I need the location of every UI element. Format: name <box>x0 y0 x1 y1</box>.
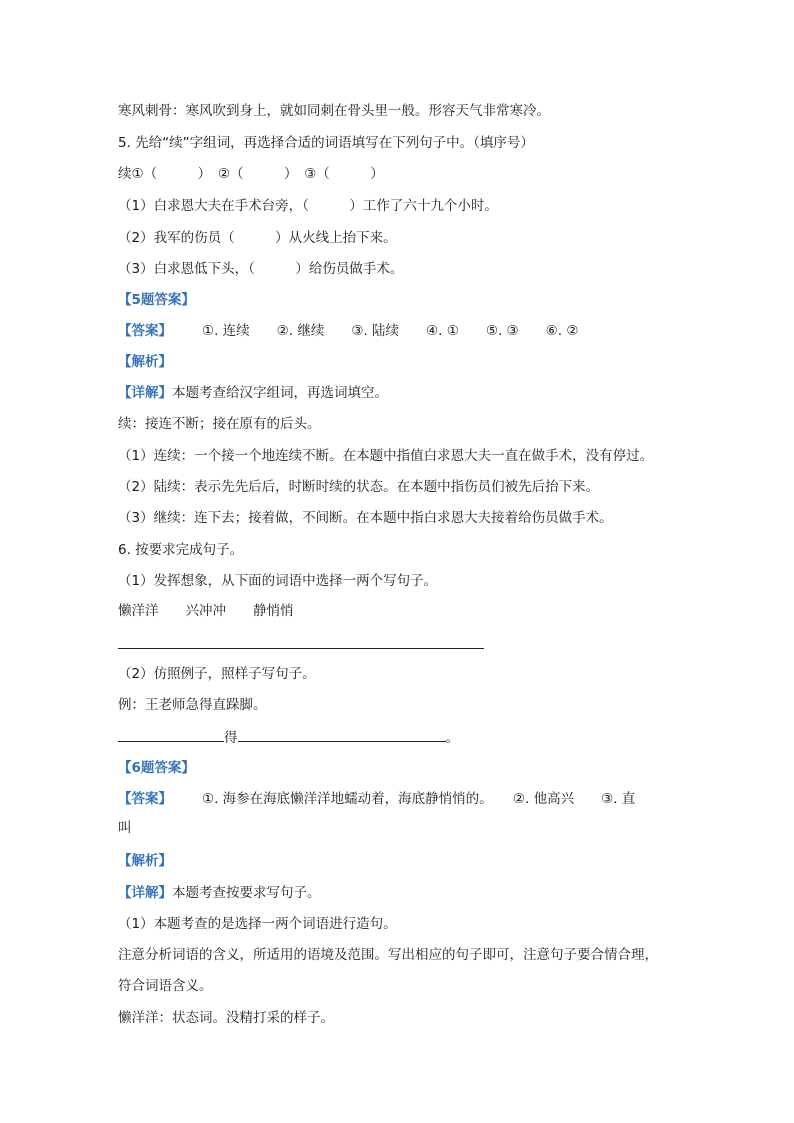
answer-label: 【答案】 <box>118 323 172 339</box>
question-5-explanation-1: （1）连续：一个接一个地连续不断。在本题中指值白求恩大夫一直在做手术，没有停过。 <box>118 448 654 464</box>
question-5-detail <box>118 383 388 403</box>
question-6-analysis-label: 【解析】 <box>118 853 172 869</box>
answer-blank-line <box>118 648 484 649</box>
detail-label: 【详解】 <box>118 885 172 901</box>
question-6-detail-2: 注意分析词语的含义，所适用的语境及范围。写出相应的句子即可，注意句子要合情合理， <box>118 947 658 963</box>
question-6-words: 懒洋洋 兴冲冲 静悄悄 <box>118 603 294 619</box>
fill-blank-2 <box>238 727 446 742</box>
question-6-example: 例：王老师急得直跺脚。 <box>118 697 267 713</box>
question-6-part-2: （2）仿照例子，照样子写句子。 <box>118 666 316 682</box>
question-5-sentence-3: （3）白求恩低下头，（ ）给伤员做手术。 <box>118 261 404 277</box>
question-5-answer-heading: 【5题答案】 <box>118 292 195 308</box>
answer-text: ①. 连续 ②. 继续 ③. 陆续 ④. ① ⑤. ③ ⑥. ② <box>202 323 579 339</box>
question-5-sentence-1: （1）白求恩大夫在手术台旁，（ ）工作了六十九个小时。 <box>118 198 498 214</box>
question-5-title: 5. 先给“续”字组词，再选择合适的词语填写在下列句子中。（填序号） <box>118 135 534 151</box>
answer-label: 【答案】 <box>118 791 172 807</box>
question-5-answer <box>118 321 578 341</box>
detail-text: 本题考查给汉字组词，再选词填空。 <box>172 385 388 401</box>
question-5-options: 续①（ ） ②（ ） ③（ ） <box>118 166 384 182</box>
fill-mid-text: 得 <box>224 730 238 746</box>
question-6-detail-3: 符合词语含义。 <box>118 978 213 994</box>
question-5-analysis-label: 【解析】 <box>118 354 172 370</box>
fill-blank-1 <box>118 727 224 742</box>
question-6-detail-4: 懒洋洋：状态词。没精打采的样子。 <box>118 1010 334 1026</box>
question-6-answer-wrap: 叫 <box>118 820 132 836</box>
question-5-sentence-2: （2）我军的伤员（ ）从火线上抬下来。 <box>118 230 397 246</box>
question-5-meaning: 续：接连不断；接在原有的后头。 <box>118 416 321 432</box>
question-6-title: 6. 按要求完成句子。 <box>118 542 244 558</box>
question-6-fill-line <box>118 727 459 748</box>
question-6-answer-heading: 【6题答案】 <box>118 760 195 776</box>
question-5-explanation-3: （3）继续：连下去；接着做，不间断。在本题中指白求恩大夫接着给伤员做手术。 <box>118 510 613 526</box>
text-line: 寒风刺骨：寒风吹到身上，就如同刺在骨头里一般。形容天气非常寒冷。 <box>118 103 550 119</box>
detail-label: 【详解】 <box>118 385 172 401</box>
question-6-detail <box>118 883 321 903</box>
detail-text: 本题考查按要求写句子。 <box>172 885 321 901</box>
fill-end-text: 。 <box>445 730 459 746</box>
answer-text: ①. 海参在海底懒洋洋地蠕动着，海底静悄悄的。 ②. 他高兴 ③. 直 <box>202 791 636 807</box>
question-6-answer <box>118 789 635 809</box>
question-6-detail-1: （1）本题考查的是选择一两个词语进行造句。 <box>118 916 397 932</box>
question-6-part-1: （1）发挥想象，从下面的词语中选择一两个写句子。 <box>118 573 438 589</box>
question-5-explanation-2: （2）陆续：表示先先后后，时断时续的状态。在本题中指伤员们被先后抬下来。 <box>118 479 600 495</box>
